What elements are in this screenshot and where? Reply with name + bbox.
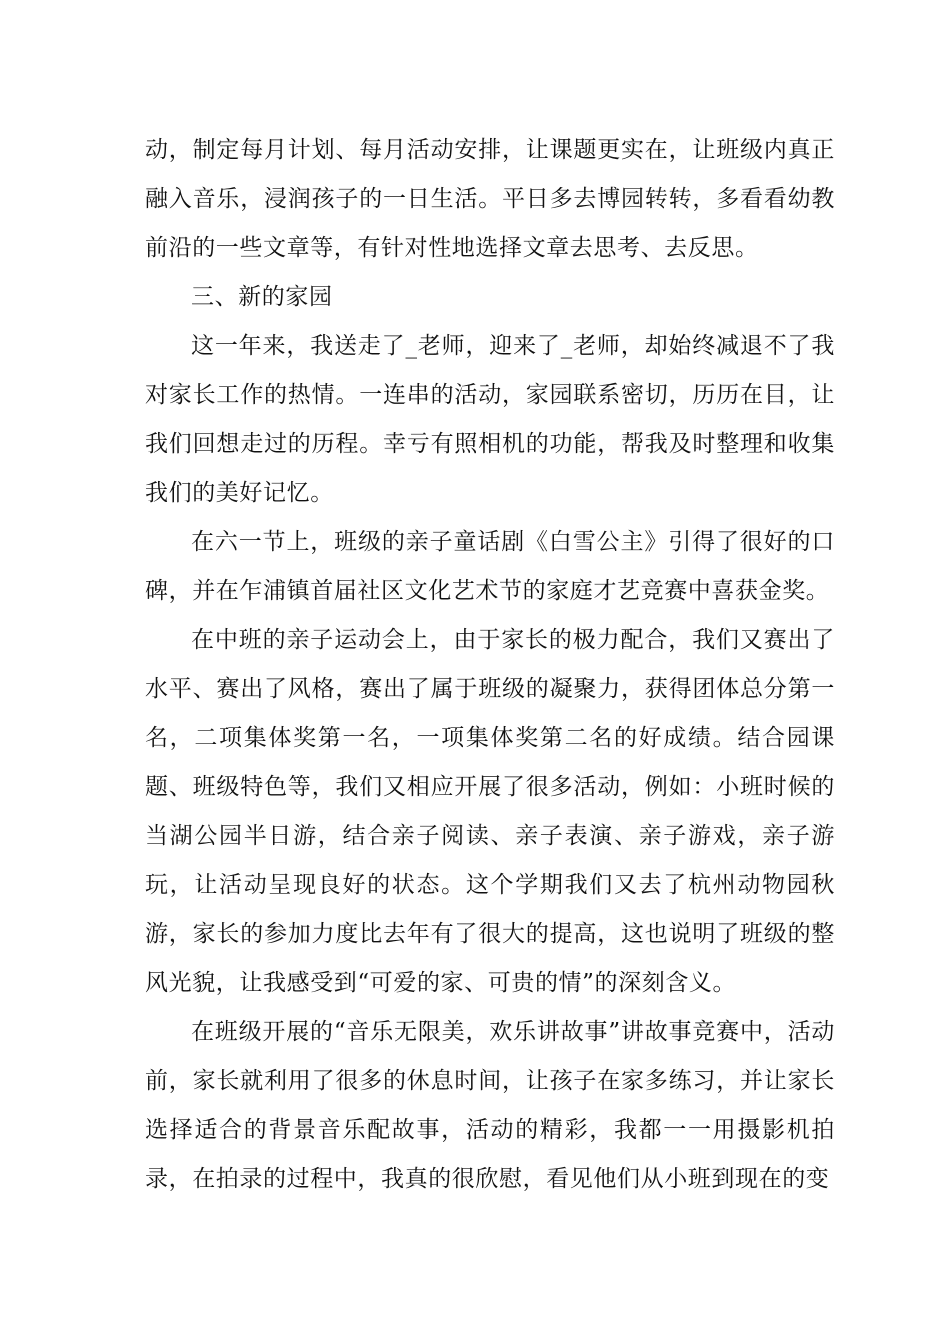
paragraph-storytelling: 在班级开展的“音乐无限美，欢乐讲故事”讲故事竞赛中，活动前，家长就利用了很多的休息时间，让孩子在家多练习，并让家长选择适合的背景音乐配故事，活动的精彩，我都一一用摄影机拍录，在拍录的过程中，我真的很欣慰，看见他们从小班到现在的变: [145, 1019, 835, 1192]
paragraph-continued: 动，制定每月计划、每月活动安排，让课题更实在，让班级内真正融入音乐，浸润孩子的一日生活。平日多去博园转转，多看看幼教前沿的一些文章等，有针对性地选择文章去思考、去反思。: [145, 137, 835, 261]
paragraph-new-home: 这一年来，我送走了_老师，迎来了_老师，却始终减退不了我对家长工作的热情。一连串的活动，家园联系密切，历历在目，让我们回想走过的历程。幸亏有照相机的功能，帮我及时整理和收集我们的美好记忆。: [145, 333, 835, 506]
paragraph-childrens-day: 在六一节上，班级的亲子童话剧《白雪公主》引得了很好的口碑，并在乍浦镇首届社区文化艺术节的家庭才艺竞赛中喜获金奖。: [145, 529, 835, 604]
paragraph-sports-meet: 在中班的亲子运动会上，由于家长的极力配合，我们又赛出了水平、赛出了风格，赛出了属于班级的凝聚力，获得团体总分第一名，二项集体奖第一名，一项集体奖第二名的好成绩。结合园课题、班级特色等，我们又相应开展了很多活动，例如：小班时候的当湖公园半日游，结合亲子阅读、亲子表演、亲子游戏，亲子游玩，让活动呈现良好的状态。这个学期我们又去了杭州动物园秋游，家长的参加力度比去年有了很大的提高，这也说明了班级的整风光貌，让我感受到“可爱的家、可贵的情”的深刻含义。: [145, 627, 835, 996]
section-heading: 三、新的家园: [191, 284, 333, 310]
document-body: [145, 126, 835, 1204]
